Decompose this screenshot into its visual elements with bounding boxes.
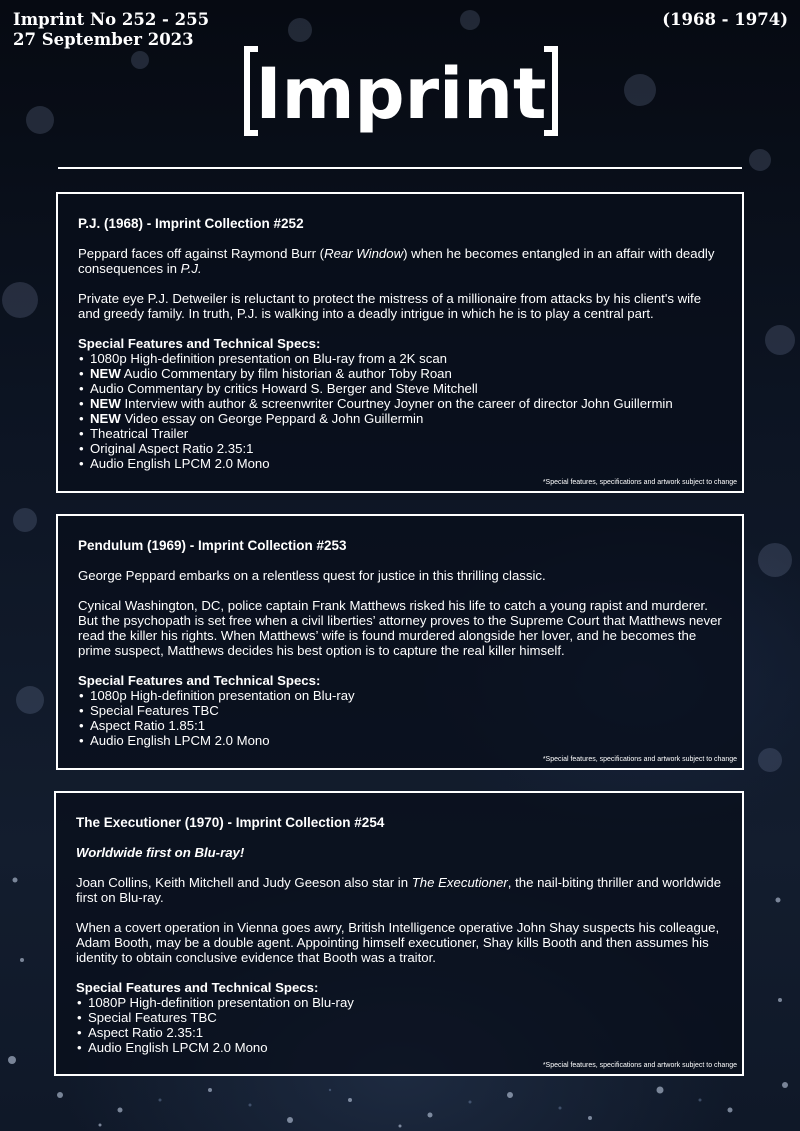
release-card-executioner: [54, 791, 744, 1076]
logo-wordmark: Imprint: [255, 53, 547, 135]
release-tagline: Worldwide first on Blu-ray!: [76, 845, 245, 860]
release-title: P.J. (1968) - Imprint Collection #252: [78, 216, 304, 231]
spec-item: • Audio English LPCM 2.0 Mono: [76, 1040, 722, 1055]
spec-item: • NEW Audio Commentary by film historian & author Toby Roan: [78, 366, 722, 381]
specs-list: [78, 688, 722, 748]
release-synopsis-intro: Joan Collins, Keith Mitchell and Judy Geeson also star in The Executioner, the nail-biting thriller and worldwide first on Blu-ray.: [76, 875, 722, 905]
specs-heading: Special Features and Technical Specs:: [76, 980, 319, 995]
release-date: 27 September 2023: [13, 30, 194, 49]
release-synopsis-intro: Peppard faces off against Raymond Burr (Rear Window) when he becomes entangled in an affair with deadly consequences in P.J.: [78, 246, 715, 276]
spec-item: • NEW Interview with author & screenwriter Courtney Joyner on the career of director John Guillermin: [78, 396, 722, 411]
year-range: (1968 - 1974): [662, 10, 788, 29]
release-card-pj: [56, 192, 744, 493]
spec-item: • Aspect Ratio 1.85:1: [78, 718, 722, 733]
specs-heading: Special Features and Technical Specs:: [78, 336, 321, 351]
spec-item: • Theatrical Trailer: [78, 426, 722, 441]
spec-item: • NEW Video essay on George Peppard & John Guillermin: [78, 411, 722, 426]
release-synopsis: Private eye P.J. Detweiler is reluctant to protect the mistress of a millionaire from attacks by his client's wife and greedy family. In truth, P.J. is walking into a deadly intrigue in which he is to play a central part.: [78, 291, 702, 321]
disclaimer-footnote: *Special features, specifications and artwork subject to change: [542, 479, 737, 486]
release-card-pendulum: [56, 514, 744, 770]
spec-item: • 1080p High-definition presentation on Blu-ray: [78, 688, 722, 703]
disclaimer-footnote: *Special features, specifications and artwork subject to change: [542, 1062, 737, 1069]
spec-item: • Special Features TBC: [78, 703, 722, 718]
spec-item: • Original Aspect Ratio 2.35:1: [78, 441, 722, 456]
imprint-logo: [240, 44, 562, 138]
spec-item: • 1080p High-definition presentation on Blu-ray from a 2K scan: [78, 351, 722, 366]
spec-item: • Audio Commentary by critics Howard S. Berger and Steve Mitchell: [78, 381, 722, 396]
imprint-number: Imprint No 252 - 255: [13, 10, 210, 29]
release-synopsis-intro: George Peppard embarks on a relentless quest for justice in this thrilling classic.: [78, 568, 546, 583]
release-synopsis: Cynical Washington, DC, police captain Frank Matthews risked his life to catch a young rapist and murderer. But the psychopath is set free when a civil liberties’ attorney proves to the Supreme Court that Matthews never read the killer his rights. When Matthews’ wife is found murdered alongside her lover, and he becomes the prime suspect, Matthews decides his best option is to capture the real killer himself.: [78, 598, 722, 658]
release-title: Pendulum (1969) - Imprint Collection #253: [78, 538, 347, 553]
spec-item: • Audio English LPCM 2.0 Mono: [78, 456, 722, 471]
release-synopsis: When a covert operation in Vienna goes awry, British Intelligence operative John Shay suspects his colleague, Adam Booth, may be a double agent. Appointing himself executioner, Shay kills Booth and then assumes his identity to obtain conclusive evidence that Booth was a traitor.: [76, 920, 720, 965]
spec-item: • Aspect Ratio 2.35:1: [76, 1025, 722, 1040]
release-title: The Executioner (1970) - Imprint Collection #254: [76, 815, 385, 830]
spec-item: • Special Features TBC: [76, 1010, 722, 1025]
header-issue-info: [13, 10, 209, 50]
specs-list: [78, 351, 722, 471]
header-divider: [58, 167, 742, 169]
disclaimer-footnote: *Special features, specifications and artwork subject to change: [542, 756, 737, 763]
spec-item: • Audio English LPCM 2.0 Mono: [78, 733, 722, 748]
specs-heading: Special Features and Technical Specs:: [78, 673, 321, 688]
spec-item: • 1080P High-definition presentation on Blu-ray: [76, 995, 722, 1010]
specs-list: [76, 995, 722, 1055]
